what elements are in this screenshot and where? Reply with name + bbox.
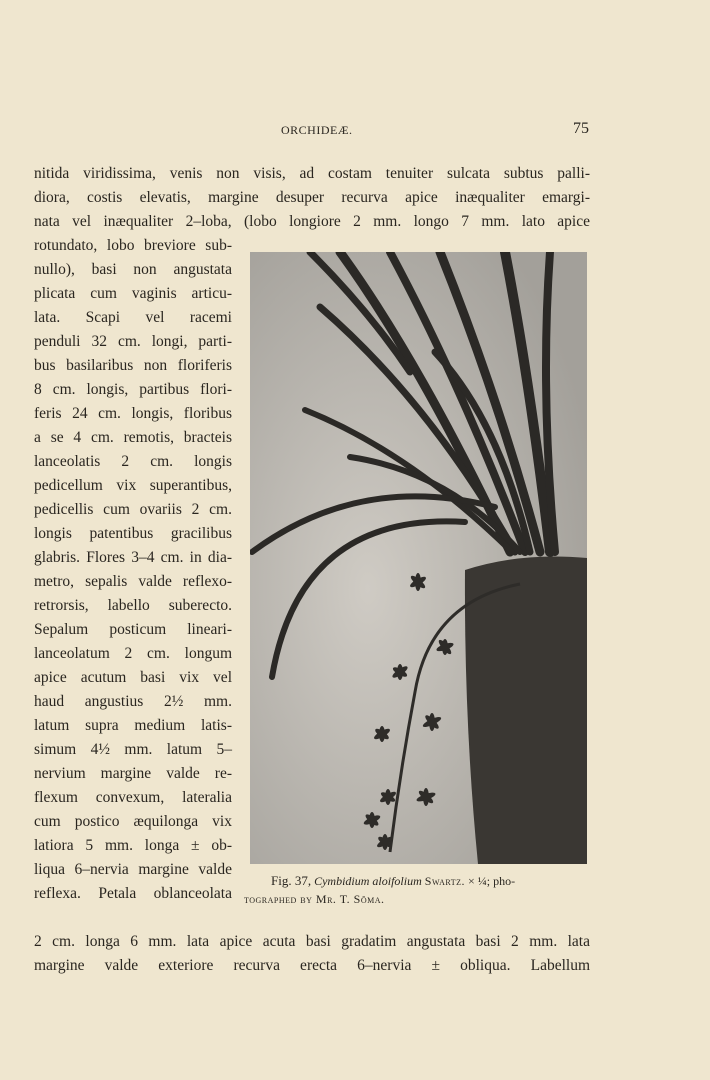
- text-line: cum postico æquilonga vix: [34, 813, 232, 830]
- caption-scale: × ¼; pho-: [468, 874, 516, 888]
- text-line: apice acutum basi vix vel: [34, 669, 232, 686]
- text-line: metro, sepalis valde reflexo-: [34, 573, 232, 590]
- text-line: margine valde exteriore recurva erecta 6–nervia ± obliqua. Labellum: [34, 957, 590, 974]
- page-number: 75: [573, 120, 589, 137]
- text-line: nervium margine valde re-: [34, 765, 232, 782]
- text-line: liqua 6–nervia margine valde: [34, 861, 232, 878]
- caption-credit: tographed by Mr. T. Sōma.: [244, 892, 385, 906]
- caption-species: Cymbidium aloifolium: [314, 874, 422, 888]
- text-line: glabris. Flores 3–4 cm. in dia-: [34, 549, 232, 566]
- text-line: 2 cm. longa 6 mm. lata apice acuta basi gradatim angustata basi 2 mm. lata: [34, 933, 590, 950]
- text-line: nitida viridissima, venis non visis, ad costam tenuiter sulcata subtus palli-: [34, 165, 590, 182]
- orchid-photograph: [250, 252, 587, 864]
- text-line: lanceolatum 2 cm. longum: [34, 645, 232, 662]
- text-line: haud angustius 2½ mm.: [34, 693, 232, 710]
- text-line: retrorsis, labello suberecto.: [34, 597, 232, 614]
- text-line: reflexa. Petala oblanceolata: [34, 885, 232, 902]
- text-line: plicata cum vaginis articu-: [34, 285, 232, 302]
- running-title: ORCHIDEÆ.: [281, 123, 353, 137]
- text-line: nata vel inæqualiter 2–loba, (lobo longiore 2 mm. longo 7 mm. lato apice: [34, 213, 590, 230]
- running-head: [0, 120, 710, 140]
- text-line: nullo), basi non angustata: [34, 261, 232, 278]
- text-line: diora, costis elevatis, margine desuper recurva apice inæqualiter emargi-: [34, 189, 590, 206]
- text-line: lanceolatis 2 cm. longis: [34, 453, 232, 470]
- text-line: pedicellum vix superantibus,: [34, 477, 232, 494]
- caption-figure-number: Fig. 37,: [271, 873, 312, 888]
- text-line: flexum convexum, lateralia: [34, 789, 232, 806]
- text-line: feris 24 cm. longis, floribus: [34, 405, 232, 422]
- text-line: bus basilaribus non floriferis: [34, 357, 232, 374]
- text-line: rotundato, lobo breviore sub-: [34, 237, 232, 254]
- caption-author: Swartz.: [424, 874, 466, 888]
- orchid-photograph-drawing: [250, 252, 587, 864]
- figure-caption: [271, 872, 515, 890]
- text-line: a se 4 cm. remotis, bracteis: [34, 429, 232, 446]
- text-line: Sepalum posticum lineari-: [34, 621, 232, 638]
- text-line: latiora 5 mm. longa ± ob-: [34, 837, 232, 854]
- text-line: latum supra medium latis-: [34, 717, 232, 734]
- text-line: pedicellis cum ovariis 2 cm.: [34, 501, 232, 518]
- text-line: lata. Scapi vel racemi: [34, 309, 232, 326]
- text-line: simum 4½ mm. latum 5–: [34, 741, 232, 758]
- text-line: penduli 32 cm. longi, parti-: [34, 333, 232, 350]
- flower-pot: [465, 557, 587, 865]
- text-line: 8 cm. longis, partibus flori-: [34, 381, 232, 398]
- text-line: longis patentibus gracilibus: [34, 525, 232, 542]
